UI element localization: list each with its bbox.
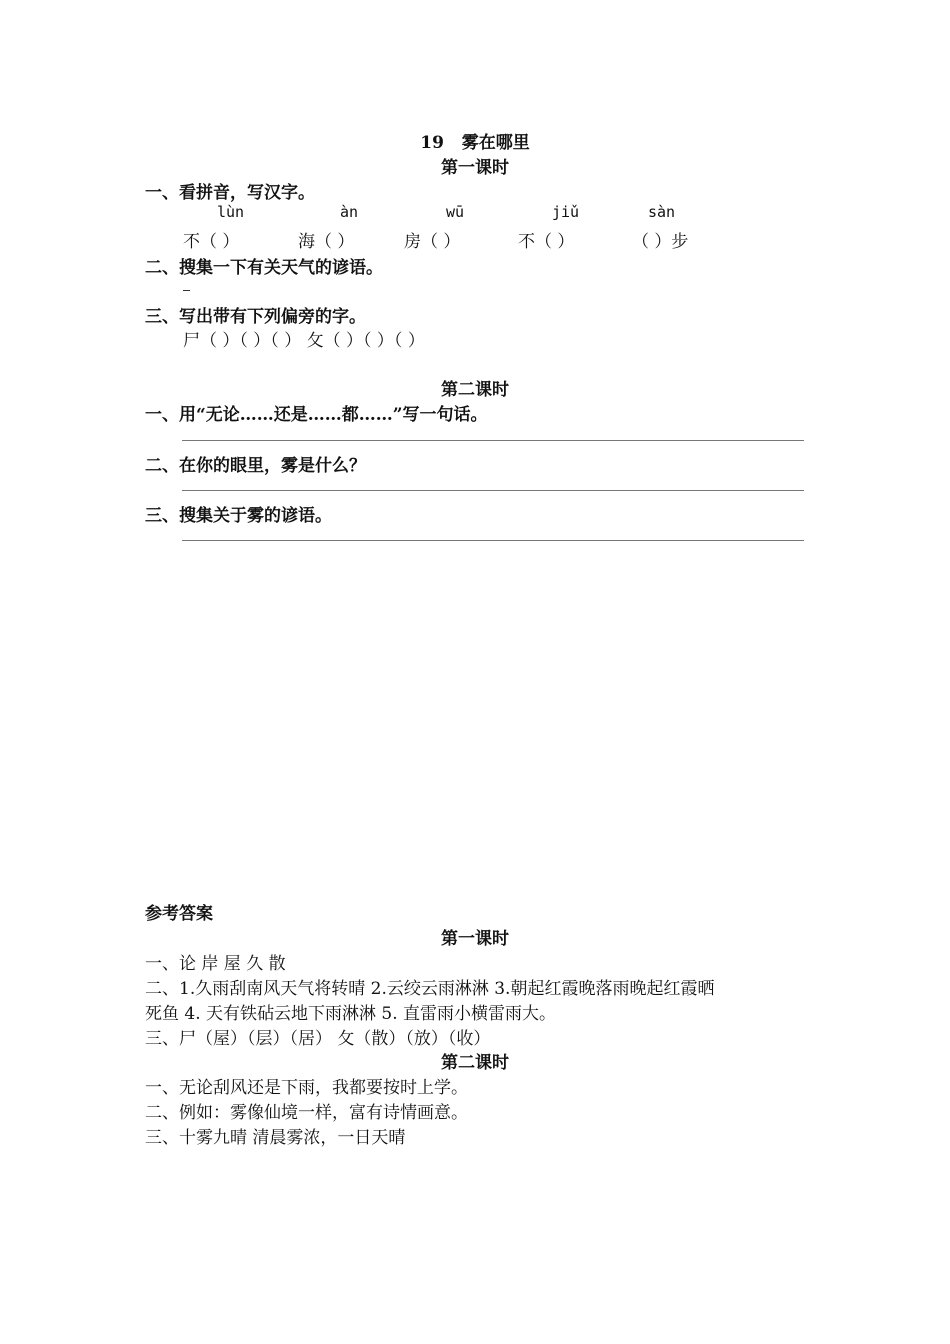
answer-line: 三、十雾九晴 清晨雾浓，一日天晴 [145,1128,406,1148]
s2-q3-title: 三、搜集关于雾的谚语。 [145,506,332,526]
s2-q2-title: 二、在你的眼里，雾是什么？ [145,456,366,476]
pinyin-1: lùn [217,203,245,221]
s2-q1-title: 一、用“无论……还是……都……”写一句话。 [145,405,488,425]
radical-row: 尸（ ）（ ）（ ） 攵（ ）（ ）（ ） [183,331,425,351]
answer-dash [183,290,190,291]
answers-session1-heading: 第一课时 [441,929,509,949]
s2-q3-answer-line [182,540,804,541]
answer-line: 三、尸（屋）（层）（居） 攵（散）（放）（收） [145,1029,491,1049]
session1-heading: 第一课时 [441,158,509,178]
answer-line: 二、1.久雨刮南风天气将转晴 2.云绞云雨淋淋 3.朝起红霞晚落雨晚起红霞晒 [145,979,715,999]
s1-q1-title: 一、看拼音，写汉字。 [145,183,315,203]
lesson-name: 雾在哪里 [461,133,530,153]
pinyin-2: àn [340,203,359,221]
answer-line: 一、无论刮风还是下雨，我都要按时上学。 [145,1078,468,1098]
answers-title: 参考答案 [145,904,213,924]
session2-heading: 第二课时 [441,380,509,400]
lesson-title [0,128,950,153]
s1-q3-title: 三、写出带有下列偏旁的字。 [145,307,366,327]
blank-item-3: 房（ ） [404,232,461,252]
s2-q1-answer-line [182,440,804,441]
s1-q2-title: 二、搜集一下有关天气的谚语。 [145,258,383,278]
answer-line: 一、论 岸 屋 久 散 [145,954,286,974]
s2-q2-answer-line [182,490,804,491]
pinyin-3: wū [446,203,465,221]
blank-item-5: （ ）步 [632,232,689,252]
blank-item-2: 海（ ） [298,232,355,252]
answer-line: 死鱼 4. 天有铁砧云地下雨淋淋 5. 直雷雨小横雷雨大。 [145,1004,557,1024]
answer-line: 二、例如：雾像仙境一样，富有诗情画意。 [145,1103,468,1123]
blank-item-4: 不（ ） [518,232,575,252]
blank-item-1: 不（ ） [183,232,240,252]
pinyin-4: jiǔ [552,203,580,221]
lesson-number: 19 [420,133,444,153]
pinyin-5: sàn [648,203,676,221]
answers-session2-heading: 第二课时 [441,1053,509,1073]
